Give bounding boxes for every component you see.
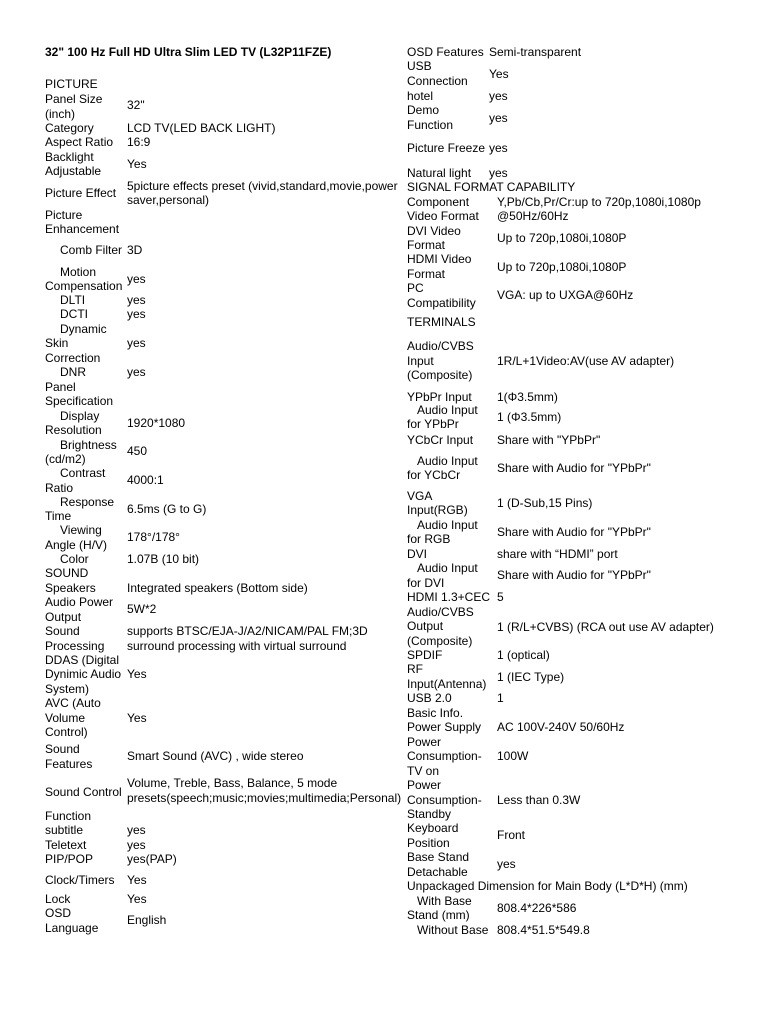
spec-value: presets(speech;music;movies;multimedia;Personal) bbox=[127, 791, 402, 805]
spec-label: Format bbox=[407, 238, 446, 252]
spec-label: USB 2.0 bbox=[407, 691, 452, 705]
spec-value: 16:9 bbox=[127, 135, 151, 149]
spec-value: Yes bbox=[127, 157, 147, 171]
spec-label: Comb Filter bbox=[60, 243, 123, 257]
spec-value: Integrated speakers (Bottom side) bbox=[127, 581, 308, 595]
spec-value: 1 (R/L+CVBS) (RCA out use AV adapter) bbox=[497, 620, 714, 634]
spec-label: Function bbox=[45, 809, 92, 823]
spec-label: Detachable bbox=[407, 865, 468, 879]
section-heading-basic-info: Basic Info. bbox=[407, 706, 464, 720]
spec-value: yes bbox=[127, 365, 146, 379]
spec-label: Dynimic Audio bbox=[45, 667, 122, 681]
spec-label: RF bbox=[407, 662, 423, 676]
spec-label: Resolution bbox=[45, 423, 102, 437]
spec-value: 1 (D-Sub,15 Pins) bbox=[497, 496, 593, 510]
spec-value: Yes bbox=[127, 892, 147, 906]
spec-label: Function bbox=[407, 118, 454, 132]
spec-value: yes bbox=[489, 89, 508, 103]
spec-label: Audio/CVBS bbox=[407, 605, 474, 619]
spec-label: Teletext bbox=[45, 838, 87, 852]
spec-value: yes(PAP) bbox=[127, 852, 177, 866]
spec-label: PIP/POP bbox=[45, 852, 94, 866]
spec-label: Brightness bbox=[60, 438, 117, 452]
spec-label: Base Stand bbox=[407, 850, 470, 864]
spec-label: Control) bbox=[45, 725, 88, 739]
spec-label: Demo bbox=[407, 103, 440, 117]
spec-label: Compensation bbox=[45, 279, 123, 293]
spec-value: 450 bbox=[127, 444, 148, 458]
spec-label: TV on bbox=[407, 764, 440, 778]
spec-label: DNR bbox=[60, 365, 86, 379]
spec-label: Skin bbox=[45, 336, 69, 350]
spec-label: Response bbox=[60, 495, 115, 509]
spec-label: DDAS (Digital bbox=[45, 653, 120, 667]
spec-label: subtitle bbox=[45, 823, 84, 837]
spec-label: OSD Features bbox=[407, 45, 484, 59]
spec-value: Up to 720p,1080i,1080P bbox=[497, 231, 627, 245]
spec-label: System) bbox=[45, 682, 90, 696]
spec-value: Yes bbox=[489, 67, 509, 81]
spec-value: Up to 720p,1080i,1080P bbox=[497, 260, 627, 274]
spec-label: (Composite) bbox=[407, 368, 473, 382]
spec-value: 1 (Φ3.5mm) bbox=[497, 410, 562, 424]
spec-value: 32" bbox=[127, 98, 145, 112]
spec-label: Consumption- bbox=[407, 793, 482, 807]
spec-value: yes bbox=[489, 111, 508, 125]
spec-label: (cd/m2) bbox=[45, 452, 86, 466]
spec-value: yes bbox=[489, 141, 508, 155]
spec-label: VGA bbox=[407, 489, 433, 503]
spec-label: Connection bbox=[407, 74, 468, 88]
spec-label: Output bbox=[45, 610, 82, 624]
spec-value: share with “HDMI” port bbox=[497, 547, 618, 561]
spec-label: Viewing bbox=[60, 523, 102, 537]
spec-value: 5picture effects preset (vivid,standard,movie,power bbox=[127, 179, 398, 193]
spec-label: Features bbox=[45, 757, 93, 771]
spec-label: SPDIF bbox=[407, 648, 443, 662]
spec-value: Less than 0.3W bbox=[497, 793, 581, 807]
spec-label: Motion bbox=[60, 265, 97, 279]
spec-label: PC bbox=[407, 281, 424, 295]
spec-label: hotel bbox=[407, 89, 434, 103]
spec-label: Sound Control bbox=[45, 785, 122, 799]
spec-label: DVI bbox=[407, 547, 428, 561]
spec-label: Format bbox=[407, 267, 446, 281]
spec-value: yes bbox=[127, 838, 146, 852]
spec-label: for YPbPr bbox=[407, 417, 459, 431]
spec-value: Share with Audio for "YPbPr" bbox=[497, 568, 651, 582]
spec-label: Dynamic bbox=[60, 322, 107, 336]
section-heading-terminals: TERMINALS bbox=[407, 315, 476, 329]
spec-label: AVC (Auto bbox=[45, 696, 101, 710]
spec-label: Panel bbox=[45, 380, 76, 394]
spec-value: 178°/178° bbox=[127, 530, 180, 544]
spec-value: 1 (optical) bbox=[497, 648, 550, 662]
spec-label: Audio Power bbox=[45, 595, 114, 609]
spec-value: 1 (IEC Type) bbox=[497, 670, 565, 684]
spec-value: 1920*1080 bbox=[127, 416, 186, 430]
spec-value: yes bbox=[127, 823, 146, 837]
spec-label: for YCbCr bbox=[407, 468, 461, 482]
spec-label: Display bbox=[60, 409, 100, 423]
spec-label: Backlight bbox=[45, 150, 94, 164]
spec-value: Smart Sound (AVC) , wide stereo bbox=[127, 749, 304, 763]
section-heading-picture: PICTURE bbox=[45, 77, 98, 91]
spec-label: Color bbox=[60, 552, 89, 566]
section-heading-sound: SOUND bbox=[45, 566, 89, 580]
spec-label: Power Supply bbox=[407, 720, 482, 734]
spec-label: Sound bbox=[45, 624, 80, 638]
spec-label: Audio Input bbox=[417, 518, 478, 532]
spec-label: Input bbox=[407, 354, 434, 368]
document-title: 32" 100 Hz Full HD Ultra Slim LED TV (L32P11FZE) bbox=[45, 45, 332, 59]
spec-label: USB bbox=[407, 59, 432, 73]
spec-value: yes bbox=[127, 293, 146, 307]
spec-value: 5 bbox=[497, 590, 504, 604]
spec-value: 1(Φ3.5mm) bbox=[497, 390, 558, 404]
spec-label: Aspect Ratio bbox=[45, 135, 114, 149]
spec-label: Processing bbox=[45, 639, 105, 653]
spec-label: Position bbox=[407, 836, 450, 850]
spec-value: Yes bbox=[127, 711, 147, 725]
spec-value: AC 100V-240V 50/60Hz bbox=[497, 720, 625, 734]
spec-label: Category bbox=[45, 121, 94, 135]
spec-label: (inch) bbox=[45, 107, 76, 121]
spec-value: 808.4*51.5*549.8 bbox=[497, 923, 590, 937]
spec-label: Compatibility bbox=[407, 296, 476, 310]
spec-label: DCTI bbox=[60, 307, 88, 321]
spec-label: OSD bbox=[45, 906, 72, 920]
spec-label: YCbCr Input bbox=[407, 433, 474, 447]
spec-value: Volume, Treble, Bass, Balance, 5 mode bbox=[127, 776, 338, 790]
spec-value: 5W*2 bbox=[127, 602, 157, 616]
spec-label: Picture bbox=[45, 208, 83, 222]
spec-label: Ratio bbox=[45, 481, 74, 495]
spec-value: supports BTSC/EJA-J/A2/NICAM/PAL FM;3D bbox=[127, 624, 368, 638]
spec-value: yes bbox=[127, 307, 146, 321]
spec-label: Component bbox=[407, 195, 470, 209]
spec-label: Panel Size bbox=[45, 92, 103, 106]
spec-label: With Base bbox=[417, 894, 472, 908]
spec-label: Picture Freeze bbox=[407, 141, 486, 155]
spec-value: 808.4*226*586 bbox=[497, 901, 577, 915]
section-heading-signal-format: SIGNAL FORMAT CAPABILITY bbox=[407, 180, 576, 194]
spec-label: Clock/Timers bbox=[45, 873, 115, 887]
spec-value: @50Hz/60Hz bbox=[497, 209, 569, 223]
spec-label: Lock bbox=[45, 892, 71, 906]
spec-value: surround processing with virtual surround bbox=[127, 639, 347, 653]
spec-value: LCD TV(LED BACK LIGHT) bbox=[127, 121, 276, 135]
spec-label: Time bbox=[45, 509, 72, 523]
spec-value: 3D bbox=[127, 243, 143, 257]
spec-label: DVI Video bbox=[407, 224, 461, 238]
spec-value: Yes bbox=[127, 667, 147, 681]
spec-value: 1 bbox=[497, 691, 504, 705]
spec-label: Enhancement bbox=[45, 222, 120, 236]
spec-value: 6.5ms (G to G) bbox=[127, 502, 207, 516]
spec-value: Share with Audio for "YPbPr" bbox=[497, 525, 651, 539]
spec-label: Sound bbox=[45, 742, 80, 756]
spec-label: Video Format bbox=[407, 209, 479, 223]
spec-value: yes bbox=[497, 857, 516, 871]
spec-value: yes bbox=[127, 272, 146, 286]
spec-value: yes bbox=[127, 336, 146, 350]
spec-value: Share with "YPbPr" bbox=[497, 433, 601, 447]
spec-value: VGA: up to UXGA@60Hz bbox=[497, 288, 634, 302]
spec-label: Consumption- bbox=[407, 749, 482, 763]
spec-label: Input(Antenna) bbox=[407, 677, 487, 691]
spec-label: Stand (mm) bbox=[407, 908, 470, 922]
spec-label: (Composite) bbox=[407, 634, 473, 648]
spec-value: Yes bbox=[127, 873, 147, 887]
spec-label: Angle (H/V) bbox=[45, 538, 108, 552]
spec-label: Power bbox=[407, 778, 442, 792]
spec-label: for RGB bbox=[407, 532, 451, 546]
spec-label: Standby bbox=[407, 807, 452, 821]
spec-label: Contrast bbox=[60, 466, 106, 480]
spec-label: Audio/CVBS bbox=[407, 339, 474, 353]
spec-value: Front bbox=[497, 828, 526, 842]
spec-label: YPbPr Input bbox=[407, 390, 472, 404]
spec-label: Power bbox=[407, 735, 442, 749]
spec-value: Share with Audio for "YPbPr" bbox=[497, 461, 651, 475]
spec-label: Unpackaged Dimension for Main Body (L*D*H) (mm) bbox=[407, 879, 688, 893]
spec-label: Without Base bbox=[417, 923, 489, 937]
spec-label: Input(RGB) bbox=[407, 503, 468, 517]
spec-value: 1R/L+1Video:AV(use AV adapter) bbox=[497, 354, 675, 368]
spec-value: saver,personal) bbox=[127, 193, 210, 207]
spec-label: for DVI bbox=[407, 576, 445, 590]
spec-label: Output bbox=[407, 619, 444, 633]
spec-label: Language bbox=[45, 921, 99, 935]
spec-label: HDMI 1.3+CEC bbox=[407, 590, 491, 604]
spec-label: Speakers bbox=[45, 581, 96, 595]
spec-value: Y,Pb/Cb,Pr/Cr:up to 720p,1080i,1080p bbox=[497, 195, 701, 209]
spec-label: Correction bbox=[45, 351, 101, 365]
spec-label: Specification bbox=[45, 394, 114, 408]
spec-label: Natural light bbox=[407, 166, 472, 180]
spec-label: Audio Input bbox=[417, 561, 478, 575]
spec-value: 100W bbox=[497, 749, 529, 763]
spec-label: Picture Effect bbox=[45, 186, 117, 200]
spec-label: Audio Input bbox=[417, 454, 478, 468]
spec-value: 4000:1 bbox=[127, 473, 164, 487]
spec-value: yes bbox=[489, 166, 508, 180]
spec-label: Adjustable bbox=[45, 164, 102, 178]
spec-label: HDMI Video bbox=[407, 252, 472, 266]
spec-label: DLTI bbox=[60, 293, 86, 307]
spec-label: Volume bbox=[45, 711, 86, 725]
spec-value: 1.07B (10 bit) bbox=[127, 552, 200, 566]
spec-value: Semi-transparent bbox=[489, 45, 582, 59]
spec-label: Audio Input bbox=[417, 403, 478, 417]
spec-label: Keyboard bbox=[407, 821, 459, 835]
spec-value: English bbox=[127, 913, 167, 927]
